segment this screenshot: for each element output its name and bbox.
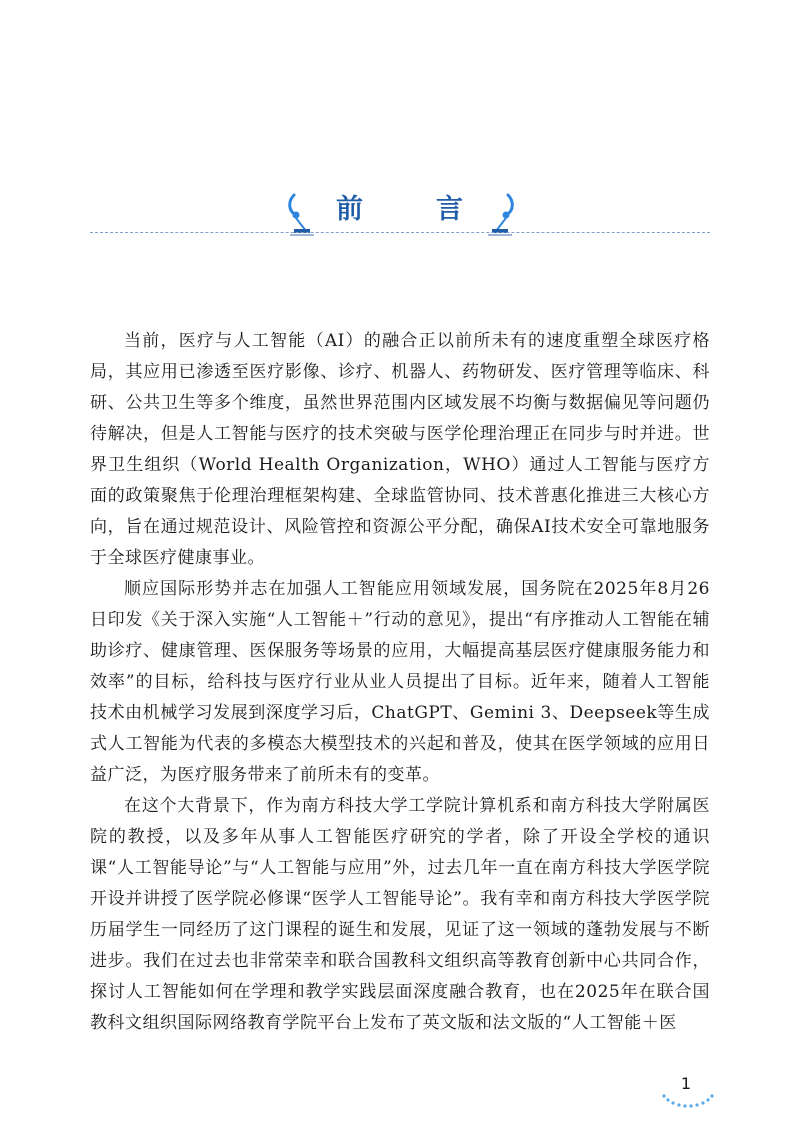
- preface-header: [0, 185, 800, 245]
- paragraph: 在这个大背景下，作为南方科技大学工学院计算机系和南方科技大学附属医院的教授，以及多年从事人工智能医疗研究的学者，除了开设全学校的通识课“人工智能导论”与“人工智能与应用”外，过去几年一直在南方科技大学医学院开设并讲授了医学院必修课“医学人工智能导论”。我有幸和南方科技大学医学院历届学生一同经历了这门课程的诞生和发展，见证了这一领域的蓬勃发展与不断进步。我们在过去也非常荣幸和联合国教科文组织高等教育创新中心共同合作，探讨人工智能如何在学理和教学实践层面深度融合教育，也在2025年在联合国教科文组织国际网络教育学院平台上发布了英文版和法文版的“人工智能＋医: [90, 796, 710, 1033]
- decorative-figure-icon: [284, 191, 320, 237]
- page-number: 1: [680, 1074, 692, 1093]
- paragraph: 顺应国际形势并志在加强人工智能应用领域发展，国务院在2025年8月26日印发《关于深入实施“人工智能＋”行动的意见》，提出“有序推动人工智能在辅助诊疗、健康管理、医保服务等场景的应用，大幅提高基层医疗健康服务能力和效率”的目标，给科技与医疗行业从业人员提出了目标。近年来，随着人工智能技术由机械学习发展到深度学习后，ChatGPT、Gemini 3、Deepseek等生成式人工智能为代表的多模态大模型技术的兴起和普及，使其在医学领域的应用日益广泛，为医疗服务带来了前所未有的变革。: [90, 579, 710, 785]
- decorative-figure-icon: [482, 191, 518, 237]
- header-dashed-divider: [90, 232, 710, 233]
- page-title-part-2: 言: [436, 194, 463, 225]
- paragraph: 当前，医疗与人工智能（AI）的融合正以前所未有的速度重塑全球医疗格局，其应用已渗透至医疗影像、诊疗、机器人、药物研发、医疗管理等临床、科研、公共卫生等多个维度，虽然世界范围内区域发展不均衡与数据偏见等问题仍待解决，但是人工智能与医疗的技术突破与医学伦理治理正在同步与时并进。世界卫生组织（World Health Organization，WHO）通过人工智能与医疗方面的政策聚焦于伦理治理框架构建、全球监管协同、技术普惠化推进三大核心方向，旨在通过规范设计、风险管控和资源公平分配，确保AI技术安全可靠地服务于全球医疗健康事业。: [90, 331, 710, 568]
- page-title-part-1: 前: [336, 194, 363, 225]
- preface-body: [90, 326, 710, 1039]
- page-footer: [660, 1070, 720, 1110]
